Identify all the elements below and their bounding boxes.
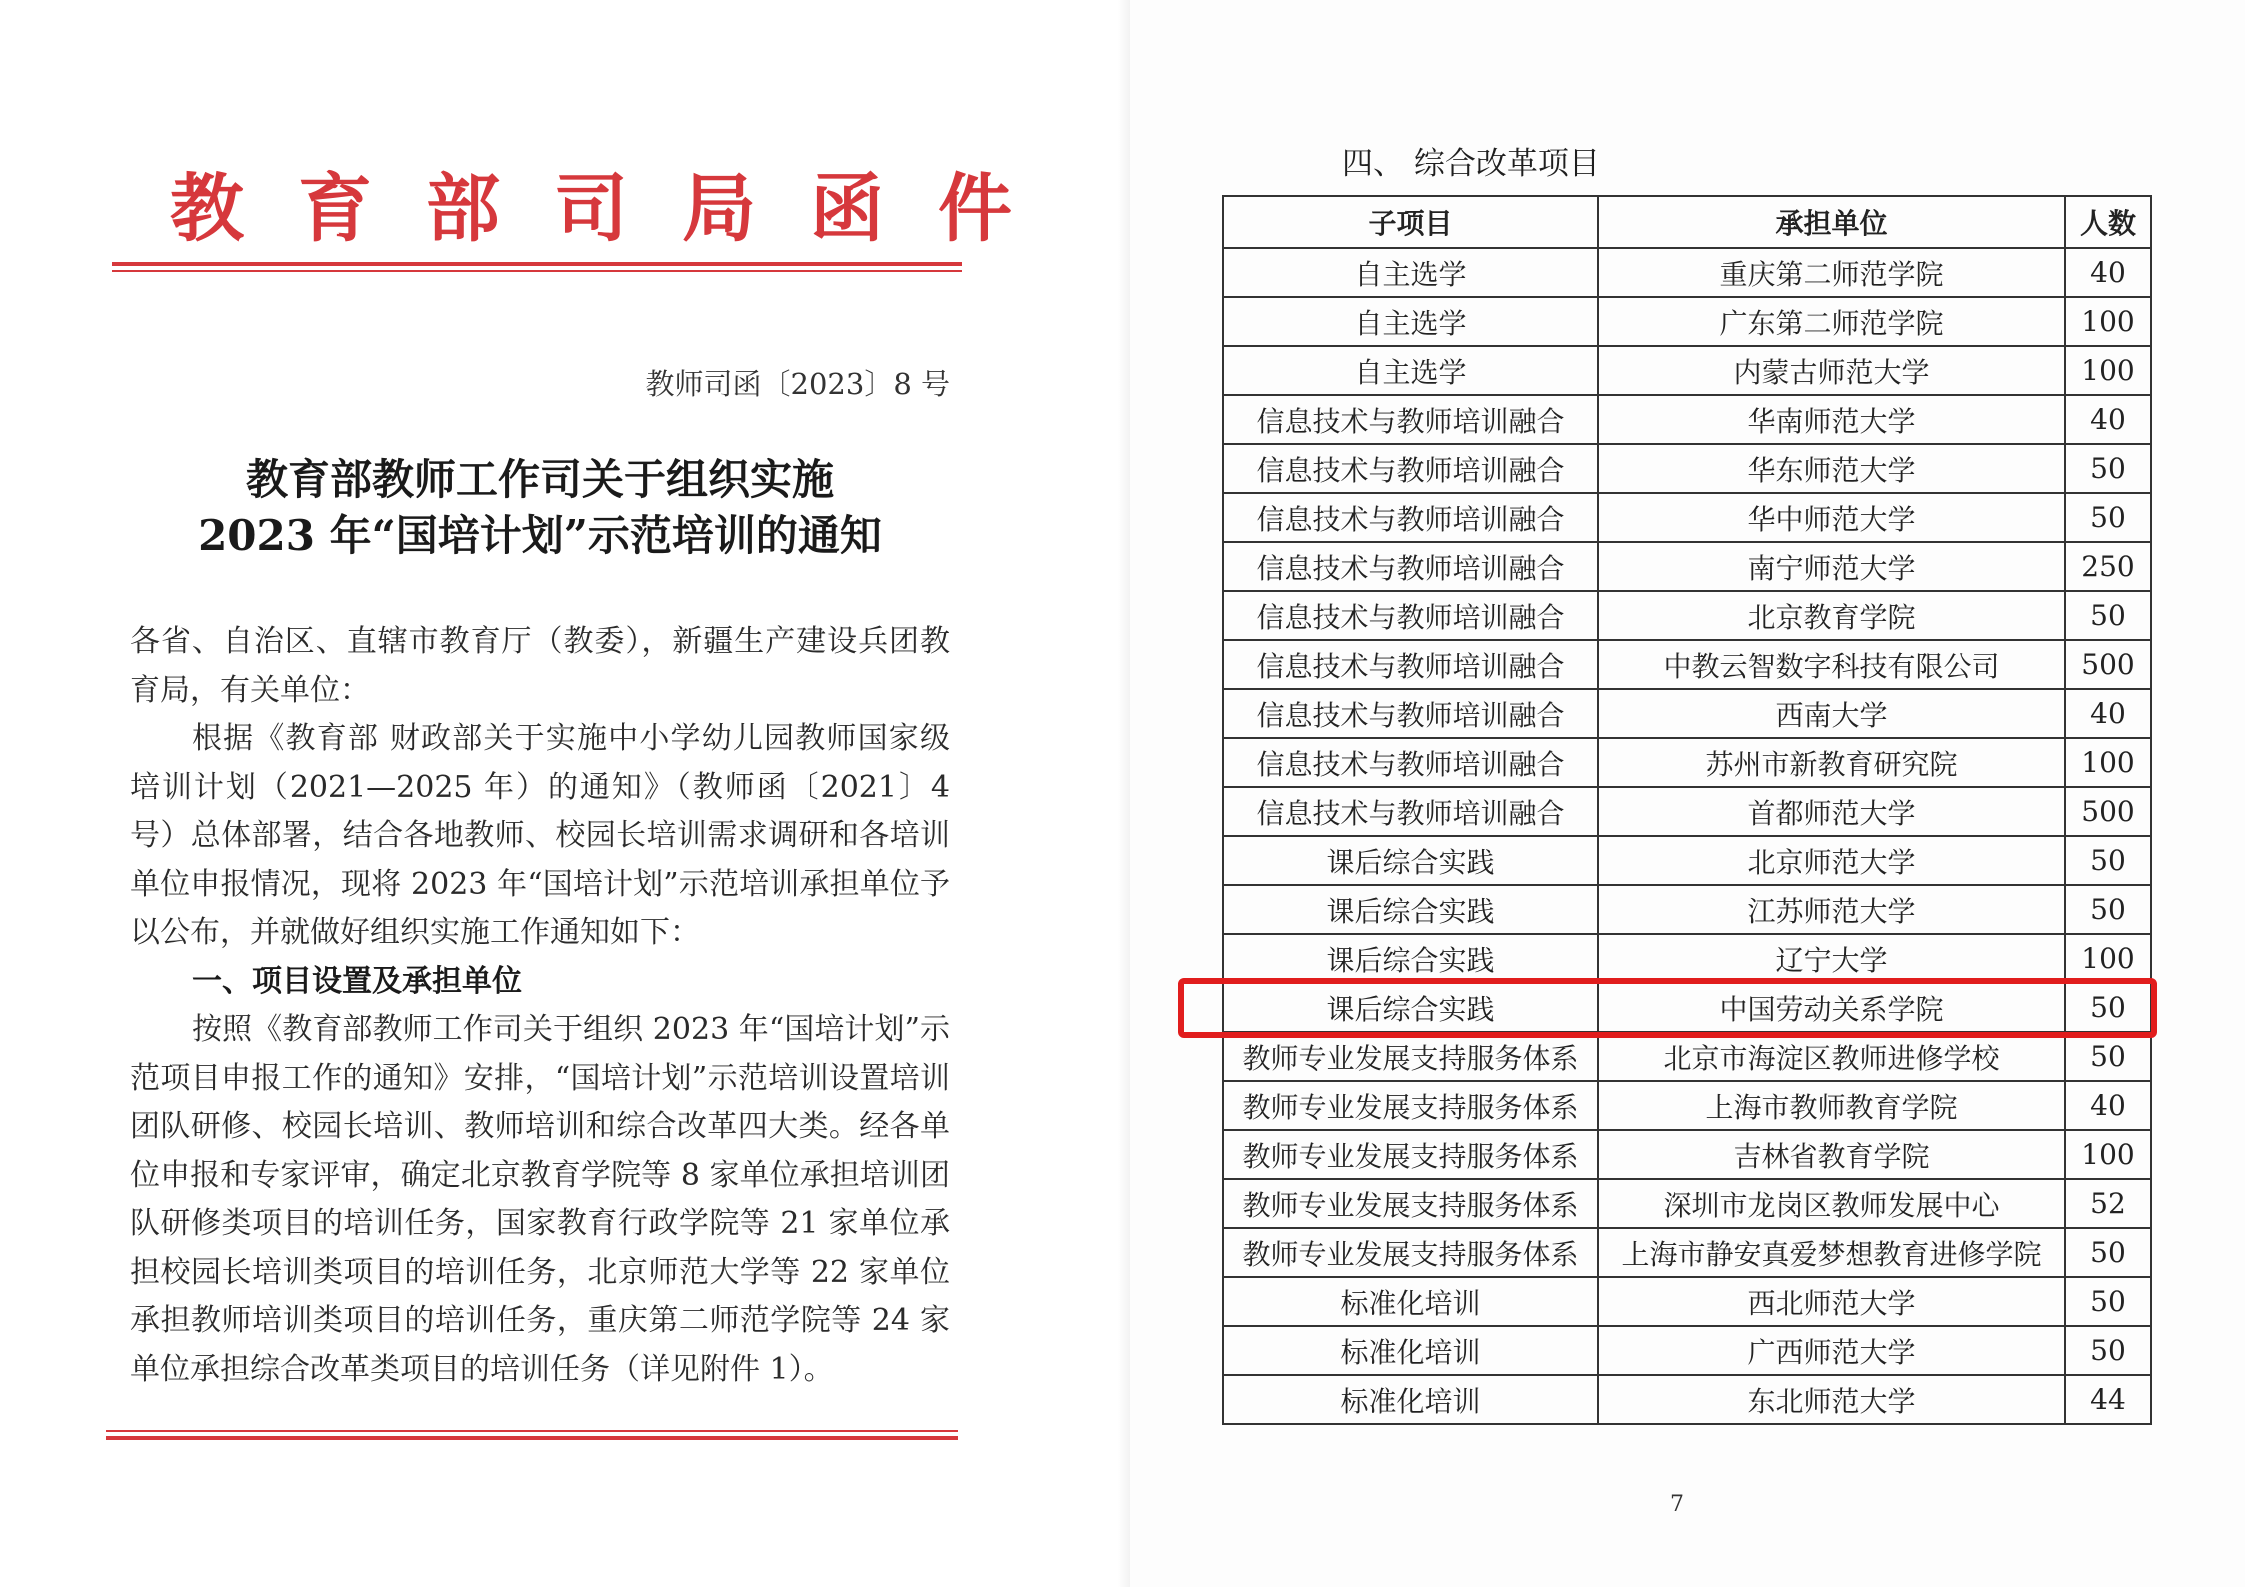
title-line-2: 2023 年“国培计划”示范培训的通知 <box>198 511 882 560</box>
cell-subproject: 信息技术与教师培训融合 <box>1223 787 1598 836</box>
cell-unit: 北京师范大学 <box>1598 836 2065 885</box>
cell-count: 40 <box>2065 1081 2151 1130</box>
cell-subproject: 自主选学 <box>1223 346 1598 395</box>
cell-count: 250 <box>2065 542 2151 591</box>
cell-subproject: 教师专业发展支持服务体系 <box>1223 1228 1598 1277</box>
table-row <box>1223 444 2151 493</box>
table-row <box>1223 1326 2151 1375</box>
cell-unit: 深圳市龙岗区教师发展中心 <box>1598 1179 2065 1228</box>
cell-unit: 中国劳动关系学院 <box>1598 983 2065 1032</box>
document-header: 教育部司局函件 <box>170 166 1066 252</box>
header-subproject: 子项目 <box>1223 196 1598 248</box>
cell-count: 50 <box>2065 885 2151 934</box>
table-row <box>1223 1228 2151 1277</box>
cell-count: 40 <box>2065 689 2151 738</box>
cell-unit: 内蒙古师范大学 <box>1598 346 2065 395</box>
cell-count: 100 <box>2065 738 2151 787</box>
cell-count: 500 <box>2065 640 2151 689</box>
table-row <box>1223 1179 2151 1228</box>
cell-subproject: 信息技术与教师培训融合 <box>1223 640 1598 689</box>
table-row <box>1223 1375 2151 1424</box>
cell-count: 50 <box>2065 591 2151 640</box>
cell-count: 50 <box>2065 1032 2151 1081</box>
table-row <box>1223 248 2151 297</box>
cell-unit: 首都师范大学 <box>1598 787 2065 836</box>
cell-subproject: 信息技术与教师培训融合 <box>1223 395 1598 444</box>
table-row <box>1223 1130 2151 1179</box>
cell-subproject: 标准化培训 <box>1223 1326 1598 1375</box>
cell-count: 50 <box>2065 983 2151 1032</box>
cell-count: 50 <box>2065 1277 2151 1326</box>
cell-unit: 西南大学 <box>1598 689 2065 738</box>
cell-subproject: 教师专业发展支持服务体系 <box>1223 1081 1598 1130</box>
table-row <box>1223 346 2151 395</box>
cell-unit: 北京市海淀区教师进修学校 <box>1598 1032 2065 1081</box>
cell-subproject: 教师专业发展支持服务体系 <box>1223 1032 1598 1081</box>
cell-unit: 东北师范大学 <box>1598 1375 2065 1424</box>
paragraph-1: 根据《教育部 财政部关于实施中小学幼儿园教师国家级培训计划（2021—2025 年）的通知》（教师函〔2021〕4 号）总体部署，结合各地教师、校园长培训需求调研和各培训单位申报情况，现将 2023 年“国培计划”示范培训承担单位予以公布，并就做好组织实施工作通知如下： <box>130 721 950 950</box>
cell-count: 50 <box>2065 836 2151 885</box>
cell-subproject: 信息技术与教师培训融合 <box>1223 689 1598 738</box>
table-row <box>1223 787 2151 836</box>
cell-count: 100 <box>2065 934 2151 983</box>
cell-count: 40 <box>2065 248 2151 297</box>
table-row <box>1223 297 2151 346</box>
page-number: 7 <box>1670 1492 1684 1517</box>
cell-count: 52 <box>2065 1179 2151 1228</box>
cell-count: 50 <box>2065 1326 2151 1375</box>
header-red-rule <box>112 262 962 272</box>
cell-unit: 北京教育学院 <box>1598 591 2065 640</box>
cell-subproject: 课后综合实践 <box>1223 983 1598 1032</box>
cell-subproject: 信息技术与教师培训融合 <box>1223 444 1598 493</box>
addressee: 各省、自治区、直辖市教育厅（教委），新疆生产建设兵团教育局，有关单位： <box>130 624 950 708</box>
notice-title <box>150 452 930 564</box>
table-row <box>1223 493 2151 542</box>
cell-unit: 上海市教师教育学院 <box>1598 1081 2065 1130</box>
cell-unit: 江苏师范大学 <box>1598 885 2065 934</box>
cell-subproject: 信息技术与教师培训融合 <box>1223 738 1598 787</box>
cell-count: 40 <box>2065 395 2151 444</box>
cell-subproject: 自主选学 <box>1223 297 1598 346</box>
cell-unit: 华南师范大学 <box>1598 395 2065 444</box>
cell-unit: 苏州市新教育研究院 <box>1598 738 2065 787</box>
table-row <box>1223 1081 2151 1130</box>
section-title: 四、 综合改革项目 <box>1342 146 1600 182</box>
table-row <box>1223 836 2151 885</box>
cell-subproject: 自主选学 <box>1223 248 1598 297</box>
table-header-row <box>1223 196 2151 248</box>
cell-unit: 广东第二师范学院 <box>1598 297 2065 346</box>
cell-subproject: 标准化培训 <box>1223 1375 1598 1424</box>
cell-count: 44 <box>2065 1375 2151 1424</box>
cell-subproject: 课后综合实践 <box>1223 836 1598 885</box>
table-row <box>1223 885 2151 934</box>
cell-unit: 辽宁大学 <box>1598 934 2065 983</box>
table-row <box>1223 1277 2151 1326</box>
table-row <box>1223 689 2151 738</box>
cell-subproject: 教师专业发展支持服务体系 <box>1223 1130 1598 1179</box>
title-line-1: 教育部教师工作司关于组织实施 <box>245 455 834 504</box>
table-row <box>1223 542 2151 591</box>
cell-unit: 西北师范大学 <box>1598 1277 2065 1326</box>
header-unit: 承担单位 <box>1598 196 2065 248</box>
cell-count: 100 <box>2065 297 2151 346</box>
notice-body <box>130 618 950 1394</box>
cell-count: 100 <box>2065 346 2151 395</box>
project-table <box>1222 195 2152 1425</box>
cell-unit: 吉林省教育学院 <box>1598 1130 2065 1179</box>
cell-subproject: 教师专业发展支持服务体系 <box>1223 1179 1598 1228</box>
cell-subproject: 信息技术与教师培训融合 <box>1223 542 1598 591</box>
table-row <box>1223 1032 2151 1081</box>
cell-count: 500 <box>2065 787 2151 836</box>
cell-unit: 南宁师范大学 <box>1598 542 2065 591</box>
cell-count: 50 <box>2065 1228 2151 1277</box>
cell-subproject: 课后综合实践 <box>1223 885 1598 934</box>
cell-unit: 华中师范大学 <box>1598 493 2065 542</box>
cell-unit: 广西师范大学 <box>1598 1326 2065 1375</box>
table-row <box>1223 738 2151 787</box>
document-number: 教师司函〔2023〕8 号 <box>645 367 950 401</box>
cell-unit: 重庆第二师范学院 <box>1598 248 2065 297</box>
cell-subproject: 标准化培训 <box>1223 1277 1598 1326</box>
cell-unit: 上海市静安真爱梦想教育进修学院 <box>1598 1228 2065 1277</box>
table-row <box>1223 591 2151 640</box>
paragraph-2: 按照《教育部教师工作司关于组织 2023 年“国培计划”示范项目申报工作的通知》安排，“国培计划”示范培训设置培训团队研修、校园长培训、教师培训和综合改革四大类。经各单位申报和专家评审，确定北京教育学院等 8 家单位承担培训团队研修类项目的培训任务，国家教育行政学院等 21 家单位承担校园长培训类项目的培训任务，北京师范大学等 22 家单位承担教师培训类项目的培训任务，重庆第二师范学院等 24 家单位承担综合改革类项目的培训任务（详见附件 1）。 <box>130 1012 950 1387</box>
cell-subproject: 课后综合实践 <box>1223 934 1598 983</box>
table-row <box>1223 934 2151 983</box>
section-heading: 一、项目设置及承担单位 <box>192 963 522 999</box>
table-row <box>1223 395 2151 444</box>
cell-unit: 华东师范大学 <box>1598 444 2065 493</box>
cell-count: 50 <box>2065 444 2151 493</box>
footer-red-rule <box>106 1430 958 1440</box>
table-row <box>1223 640 2151 689</box>
cell-unit: 中教云智数字科技有限公司 <box>1598 640 2065 689</box>
table-body <box>1223 248 2151 1424</box>
cell-count: 100 <box>2065 1130 2151 1179</box>
cell-subproject: 信息技术与教师培训融合 <box>1223 591 1598 640</box>
header-count: 人数 <box>2065 196 2151 248</box>
cell-subproject: 信息技术与教师培训融合 <box>1223 493 1598 542</box>
cell-count: 50 <box>2065 493 2151 542</box>
table-row-highlighted <box>1223 983 2151 1032</box>
